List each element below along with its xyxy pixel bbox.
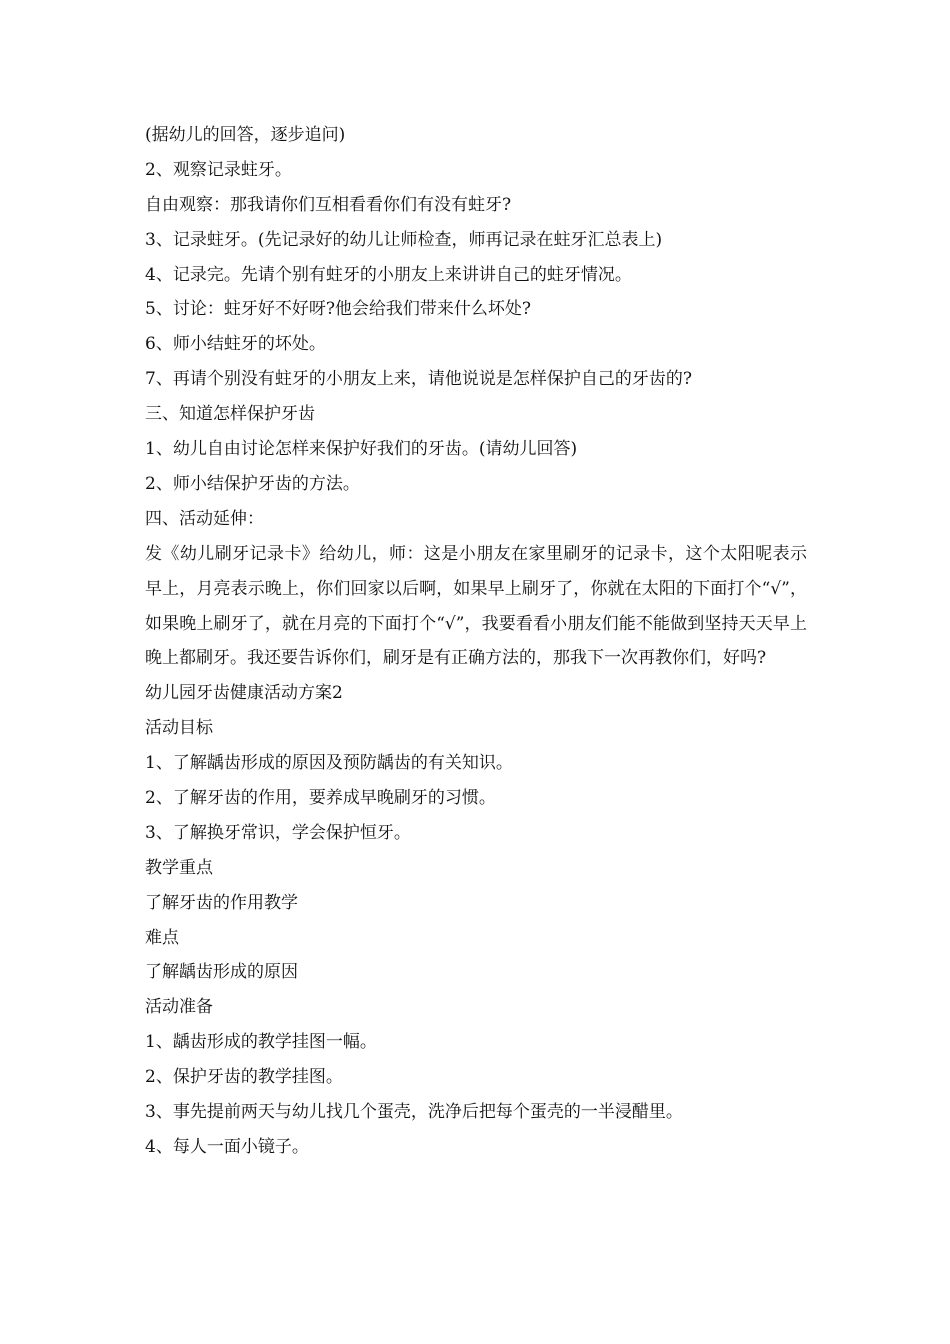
text-line: 4、每人一面小镜子。 bbox=[145, 1136, 309, 1157]
text-line: 4、记录完。先请个别有蛀牙的小朋友上来讲讲自己的蛀牙情况。 bbox=[145, 264, 632, 285]
extension-paragraph: 发《幼儿刷牙记录卡》给幼儿，师：这是小朋友在家里刷牙的记录卡，这个太阳呢表示早上，月亮表示晚上，你们回家以后啊，如果早上刷牙了，你就在太阳的下面打个“√”，如果晚上刷牙了，就在月亮的下面打个“√”，我要看看小朋友们能不能做到坚持天天早上晚上都刷牙。我还要告诉你们，刷牙是有正确方法的，那我下一次再教你们，好吗? bbox=[145, 543, 807, 669]
text-line: 6、师小结蛀牙的坏处。 bbox=[145, 334, 326, 355]
section-heading: 四、活动延伸： bbox=[145, 508, 264, 529]
text-line: 了解龋齿形成的原因 bbox=[145, 962, 298, 983]
text-line: (据幼儿的回答，逐步追问) bbox=[145, 125, 346, 145]
text-line: 2、了解牙齿的作用，要养成早晚刷牙的习惯。 bbox=[145, 787, 496, 808]
text-line: 3、了解换牙常识，学会保护恒牙。 bbox=[145, 822, 411, 843]
text-line: 自由观察：那我请你们互相看看你们有没有蛀牙? bbox=[145, 194, 512, 215]
text-line: 5、讨论：蛀牙好不好呀?他会给我们带来什么坏处? bbox=[145, 299, 532, 320]
text-line: 2、师小结保护牙齿的方法。 bbox=[145, 473, 360, 494]
text-line: 1、幼儿自由讨论怎样来保护好我们的牙齿。(请幼儿回答) bbox=[145, 439, 578, 460]
document-title: 幼儿园牙齿健康活动方案2 bbox=[145, 683, 343, 704]
section-heading: 活动目标 bbox=[145, 718, 213, 739]
text-line: 1、龋齿形成的教学挂图一幅。 bbox=[145, 1032, 377, 1053]
text-line: 3、事先提前两天与幼儿找几个蛋壳，洗净后把每个蛋壳的一半浸醋里。 bbox=[145, 1102, 683, 1122]
text-line: 3、记录蛀牙。(先记录好的幼儿让师检查，师再记录在蛀牙汇总表上) bbox=[145, 229, 663, 250]
section-heading: 难点 bbox=[145, 927, 179, 948]
section-heading: 三、知道怎样保护牙齿 bbox=[145, 404, 315, 425]
text-line: 2、观察记录蛀牙。 bbox=[145, 159, 292, 180]
document-body bbox=[145, 118, 807, 1165]
text-line: 2、保护牙齿的教学挂图。 bbox=[145, 1067, 343, 1088]
text-line: 了解牙齿的作用教学 bbox=[145, 892, 298, 913]
section-heading: 活动准备 bbox=[145, 997, 213, 1018]
text-line: 1、了解龋齿形成的原因及预防龋齿的有关知识。 bbox=[145, 753, 513, 774]
text-line: 7、再请个别没有蛀牙的小朋友上来，请他说说是怎样保护自己的牙齿的? bbox=[145, 369, 692, 390]
section-heading: 教学重点 bbox=[145, 857, 213, 878]
